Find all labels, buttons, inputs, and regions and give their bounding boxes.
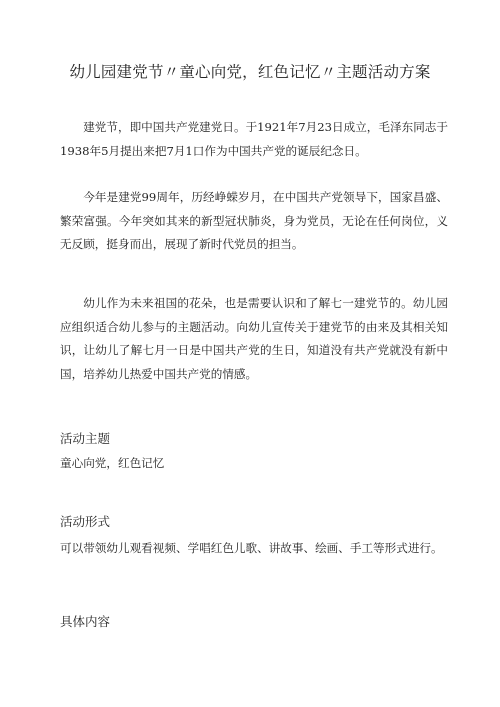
section-heading-theme: 活动主题 xyxy=(60,431,111,446)
section-heading-content: 具体内容 xyxy=(60,614,111,629)
section-body-format: 可以带领幼儿观看视频、学唱红色儿歌、讲故事、绘画、手工等形式进行。 xyxy=(60,541,443,555)
section-body-theme: 童心向党，红色记忆 xyxy=(60,456,165,470)
document-title: 幼儿园建党节〃童心向党，红色记忆〃主题活动方案 xyxy=(69,63,431,81)
intro-paragraph-1: 建党节，即中国共产党建党日。于1921年7月23日成立，毛泽东同志于1938年5月提出来把7月1口作为中国共产党的诞辰纪念日。 xyxy=(60,120,448,158)
section-heading-format: 活动形式 xyxy=(60,514,111,529)
intro-paragraph-3: 幼儿作为未来祖国的花朵，也是需要认识和了解七一建党节的。幼儿园应组织适合幼儿参与的主题活动。向幼儿宣传关于建党节的由来及其相关知识，让幼儿了解七月一日是中国共产党的生日，知道没有共产党就没有新中国，培养幼儿热爱中国共产党的情感。 xyxy=(60,296,448,381)
intro-paragraph-2: 今年是建党99周年，历经峥蝾岁月，在中国共产党领导下，国家昌盛、繁荣富强。今年突如其来的新型冠状肺炎，身为党员，无论在任何岗位，义无反顾，挺身而出，展现了新时代党员的担当。 xyxy=(60,190,448,251)
